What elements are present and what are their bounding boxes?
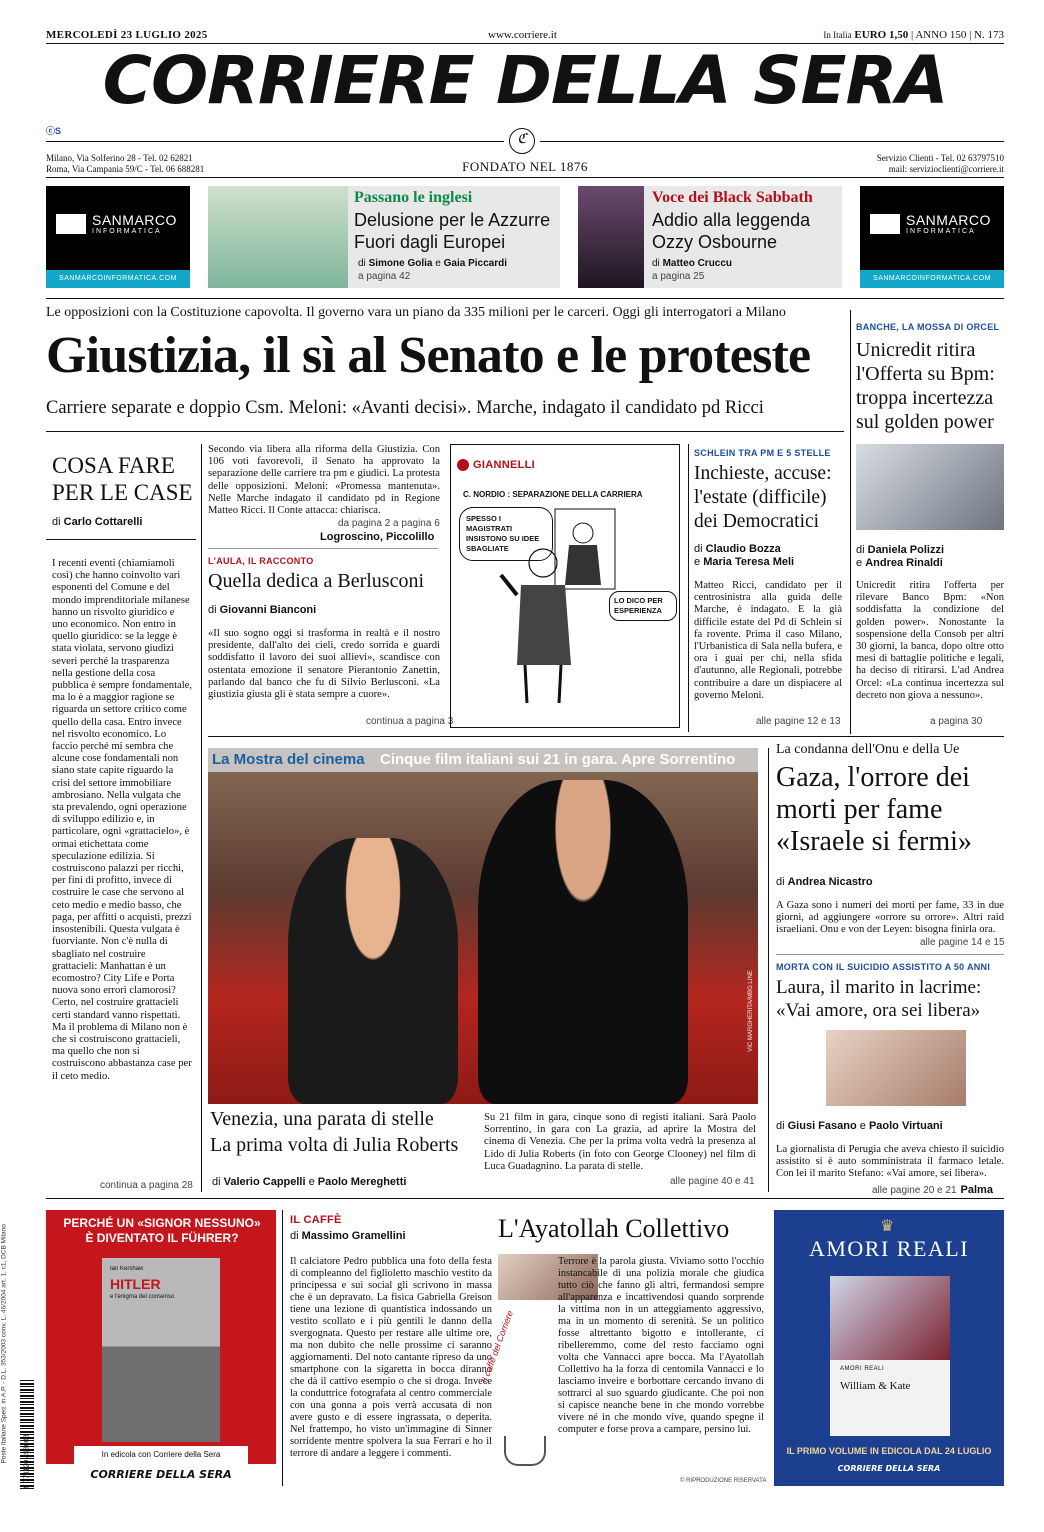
ad-amori-reali[interactable]: [774, 1210, 1004, 1486]
lead-authors: Logroscino, Piccolillo: [320, 531, 435, 543]
cartoon-bubble-2: LO DICO PER ESPERIENZA: [609, 591, 677, 621]
address-right: [877, 153, 1004, 175]
sport-headline-2: Fuori dagli Europei: [354, 232, 506, 252]
editorial-continue: continua a pagina 28: [100, 1180, 193, 1191]
header-date: MERCOLEDÌ 23 LUGLIO 2025: [46, 29, 208, 41]
sanmarco-logo-icon: [870, 214, 900, 234]
header-price-block: In Italia EURO 1,50 | ANNO 150 | N. 173: [823, 29, 1004, 41]
hitler-question: PERCHÉ UN «SIGNOR NESSUNO» È DIVENTATO IL FÜHRER?: [63, 1216, 261, 1245]
masthead-mark: ⓒS: [46, 126, 62, 136]
sport-headline-1: Delusione per le Azzurre: [354, 210, 551, 230]
gaza-byline: di Andrea Nicastro: [776, 876, 873, 888]
amori-book-label: AMORI REALI: [840, 1366, 885, 1372]
cartoon-drawing: [451, 445, 679, 727]
teaser-music[interactable]: [578, 186, 842, 288]
venezia-kicker-2: Cinque film italiani sui 21 in gara. Apre Sorrentino: [380, 751, 736, 768]
racconto-body: «Il suo sogno oggi si trasforma in realtà e il nostro presidente, dall'alto dei cieli, credo sorrida e guardi soddisfatto il lavoro dei suoi allievi», scandisce con ostentata emozione il senatore Pierantonio Zanettin, parlando dal banco che fu di Silvio Berlusconi. «La giustizia giusta gli è stata sempre a cuore».: [208, 628, 440, 701]
man-figure: [478, 780, 688, 1104]
caffe-byline: di Massimo Gramellini: [290, 1230, 406, 1242]
amori-book-title: William & Kate: [840, 1380, 911, 1392]
caffe-copyright: © RIPRODUZIONE RISERVATA: [680, 1478, 767, 1484]
venezia-byline: di Valerio Cappelli e Paolo Mereghetti: [212, 1176, 407, 1188]
address-left-2: Roma, Via Campania 59/C - Tel. 06 688281: [46, 164, 205, 174]
cup-text: Il caffè del Corriere: [479, 1309, 515, 1385]
numero: N. 173: [974, 29, 1004, 41]
ad-url: SANMARCOINFORMATICA.COM: [860, 270, 1004, 288]
unicredit-headline[interactable]: Unicredit ritira l'Offerta su Bpm: troppa incertezza sul golden power: [856, 339, 995, 433]
unicredit-kicker: BANCHE, LA MOSSA DI ORCEL: [856, 322, 1000, 332]
music-headline-1: Addio alla leggenda: [652, 210, 811, 230]
editorial-byline: di Carlo Cottarelli: [52, 516, 143, 528]
pd-pages: alle pagine 12 e 13: [756, 716, 841, 727]
gaza-pages: alle pagine 14 e 15: [920, 937, 1005, 948]
cartoon-caption: C. NORDIO : SEPARAZIONE DELLA CARRIERA: [463, 490, 643, 499]
gaza-headline[interactable]: Gaza, l'orrore dei morti per fame «Israele si fermi»: [776, 762, 972, 857]
music-page: a pagina 25: [652, 271, 705, 282]
sport-photo: [208, 186, 348, 288]
pd-kicker: SCHLEIN TRA PM E 5 STELLE: [694, 448, 831, 458]
venezia-body: Su 21 film in gara, cinque sono di registi italiani. Sarà Paolo Sorrentino, in gara con La grazia, ad aprire la Mostra del cinema di Venezia. Che per la prima volta vedrà la presenza al Lido di Julia Roberts (in foto con George Clooney) nel film di Luca Guadagnino. La parata di stelle.: [484, 1112, 756, 1172]
music-photo: [578, 186, 644, 288]
venezia-pages: alle pagine 40 e 41: [670, 1176, 755, 1187]
racconto-kicker: L'AULA, IL RACCONTO: [208, 556, 314, 566]
address-right-1: Servizio Clienti - Tel. 02 63797510: [876, 153, 1004, 163]
hitler-book-author: Ian Kershaw: [110, 1266, 144, 1272]
woman-figure: [288, 838, 458, 1104]
venezia-kicker: La Mostra del cinema: [212, 751, 365, 768]
venezia-headline-1[interactable]: Venezia, una parata di stelle: [210, 1108, 434, 1130]
ad-brand: SANMARCO: [92, 212, 177, 228]
ad-sanmarco-right[interactable]: [860, 186, 1004, 288]
cartoon-box[interactable]: [450, 444, 680, 728]
ad-hitler[interactable]: [46, 1210, 276, 1486]
ad-brand-sub: INFORMATICA: [92, 228, 162, 235]
sport-kicker: Passano le inglesi: [354, 189, 473, 206]
ad-brand-sub: INFORMATICA: [906, 228, 976, 235]
amori-logo: CORRIERE DELLA SERA: [837, 1464, 941, 1473]
laura-body: La giornalista di Perugia che aveva chiesto il suicidio assistito si è auto somministrata il farmaco letale. Con lei il marito Stefano: «Vai amore, sei libera».: [776, 1144, 1004, 1180]
founded: FONDATO NEL 1876: [462, 159, 588, 174]
cartoon-bubble-1: SPESSO I MAGISTRATI INSISTONO SU IDEE SBAGLIATE: [459, 507, 553, 561]
racconto-byline: di Giovanni Bianconi: [208, 604, 317, 616]
pd-byline: di Claudio Bozza e Maria Teresa Meli: [694, 543, 795, 568]
amori-title: AMORI REALI: [808, 1236, 970, 1261]
editorial-headline[interactable]: COSA FARE PER LE CASE: [52, 453, 193, 505]
pd-body: Matteo Ricci, candidato per il centrosinistra alla guida delle Marche, è indagato. E la già difficile estate del Pd di Schlein si fa rovente. Prima il caso Milano, l'Urbanistica di Sala nella bufera, e ora i guai per chi, nella sfida d'autunno, alle Regionali, potrebbe contribuire a dare un dispiacere al governo Meloni.: [694, 580, 842, 701]
ad-sanmarco-left[interactable]: [46, 186, 190, 288]
amori-book: [830, 1276, 950, 1436]
editorial-body: I recenti eventi (chiamiamoli così) che hanno coinvolto vari esponenti del Comune e del mondo imprenditoriale milanese hanno un risvolto giuridico e uno economico. Non entro in quello giuridico: se la legge è stata violata, servono giudizi severi perché la trasparenza nella gestione della cosa pubblica è sempre fondamentale, ma lo è a maggior ragione se riguarda un settore critico come quello della casa. Entro invece nel risvolto economico. Lo faccio perché mi sembra che alcune cose fondamentali non siano state capite riguardo la crisi del settore immobiliare ambrosiano. Nella vulgata che sta prevalendo, ogni operazione di sviluppo edilizio e, in particolare, ogni «grattacielo», è ormai etichettata come speculazione edilizia. Si costruiscono palazzi per ricchi, per fini di profitto, invece di costruire le case che servono al ceto medio e medio basso, che paga, per affitti o acquisti, prezzi insostenibili. Questa vulgata è fuorviante. Non c'è nulla di sbagliato nel costruire grattacieli: Manhattan è un ecomostro? City Life e Porta nuova sono errori clamorosi? Certo, nel costruire grattacieli certi standard vanno rispettati. Ma il problema di Milano non è che si costruiscono grattacieli, ma quello che non si costruiscono abbastanza case per il ceto medio.: [52, 558, 192, 1082]
hitler-logo: CORRIERE DELLA SERA: [46, 1464, 276, 1486]
music-byline: di Matteo Cruccu: [652, 258, 733, 269]
pd-headline[interactable]: Inchieste, accuse: l'estate (difficile) dei Democratici: [694, 463, 832, 532]
laura-kicker: MORTA CON IL SUICIDIO ASSISTITO A 50 ANNI: [776, 962, 991, 972]
price-prefix: In Italia: [823, 30, 852, 40]
hitler-edicola: In edicola con Corriere della Sera: [74, 1446, 248, 1464]
music-headline-2: Ozzy Osbourne: [652, 232, 778, 252]
unicredit-page: a pagina 30: [930, 716, 983, 727]
address-right-2: mail: servizioclienti@corriere.it: [888, 164, 1004, 174]
gaza-overline: La condanna dell'Onu e della Ue: [776, 742, 960, 757]
hitler-book-title: HITLER: [110, 1276, 161, 1292]
header-website[interactable]: www.corriere.it: [488, 29, 557, 41]
sanmarco-logo-icon: [56, 214, 86, 234]
caffe-kicker: IL CAFFÈ: [290, 1214, 342, 1226]
anno: ANNO 150: [915, 29, 967, 41]
hitler-book-subtitle: e l'enigma del consenso: [110, 1294, 175, 1300]
music-kicker: Voce dei Black Sabbath: [652, 189, 813, 206]
amori-banner: IL PRIMO VOLUME IN EDICOLA DAL 24 LUGLIO: [786, 1446, 992, 1456]
unicredit-photo: [856, 444, 1004, 530]
venezia-photo[interactable]: [208, 748, 758, 1104]
laura-photo: [826, 1030, 966, 1106]
laura-headline[interactable]: Laura, il marito in lacrime: «Vai amore, ora sei libera»: [776, 977, 982, 1021]
amori-book-photo: [830, 1276, 950, 1360]
racconto-continue: continua a pagina 3: [366, 716, 454, 727]
side-text: Poste Italiane Sped. in A.P. - D.L. 353/2003 conv. L. 46/2004 art. 1, c1, DCB Milano: [0, 1224, 8, 1464]
sport-page: a pagina 42: [358, 271, 411, 282]
price: EURO 1,50: [854, 29, 909, 41]
sport-byline: di Simone Golia e Gaia Piccardi: [358, 258, 507, 269]
coffee-cup-icon: [479, 1309, 552, 1476]
masthead[interactable]: CORRIERE DELLA SERA: [102, 42, 948, 119]
unicredit-body: Unicredit ritira l'offerta per rilevare Banco Bpm: «Non soddisfatta la condizione del golden power». Nonostante la sospensione della Consob per altri 30 giorni, la banca, dopo oltre otto mesi di battaglie politiche e legali, ha deciso di ritirarsi. L'ad Andrea Orcel: «La continua incertezza sul decreto non giova a nessuno».: [856, 580, 1004, 701]
barcode-number: 9 771120 498008: [23, 1434, 31, 1489]
cartoon-label: GIANNELLI: [473, 459, 535, 471]
unicredit-byline: di Daniela Polizzi e Andrea Rinaldi: [856, 544, 945, 569]
lead-overline: Le opposizioni con la Costituzione capovolta. Il governo vara un piano da 335 milioni per le carceri. Oggi gli interrogatori a Milano: [46, 305, 786, 320]
caffe-body-1: Il calciatore Pedro pubblica una foto della festa di compleanno del figlioletto maschio vestito da principessa e sui social gli scrivono in massa che è un depravato. La fisica Gabriella Greison tiene una lezione di quantistica indossando un vestito scollato e i più gentili le danno della svergognata. Questo per restare alle ultime ore, ma non dubito che nelle prossime ci saranno aggiornamenti. Del noto cantante ripreso da uno smartphone con la sigaretta in bocca diranno che dà il cattivo esempio o che si droga. Invece la conduttrice fotografata al centro commerciale con una gonna a pois verrà accusata di non avere gusto e di essere ingrassata, o deperita. Nel frattempo, ho visto un'immagine di Sinner sorridente mentre spolvera la sua Ferrari e ho il terrore di andare a leggere i commenti.: [290, 1256, 492, 1459]
caffe-headline[interactable]: L'Ayatollah Collettivo: [498, 1214, 730, 1243]
cs-logo-icon: ℭ: [509, 128, 535, 154]
address-left-1: Milano, Via Solferino 28 - Tel. 02 62821: [46, 153, 193, 163]
ad-url: SANMARCOINFORMATICA.COM: [46, 270, 190, 288]
laura-footer: alle pagine 20 e 21 Palma: [872, 1184, 993, 1196]
teaser-sport[interactable]: [208, 186, 560, 288]
ad-brand: SANMARCO: [906, 212, 991, 228]
lead-body: Secondo via libera alla riforma della Giustizia. Con 106 voti favorevoli, il Senato ha approvato la separazione delle carriere tra pm e giudici. La protesta delle opposizioni. Meloni: «Promessa mantenuta». Nelle Marche indagato il candidato pd in Regione Matteo Ricci. Il Conte attacca: chiarisca.: [208, 444, 440, 517]
venezia-credit: VIC MARGHERITA/MBG LINE: [748, 970, 755, 1052]
crown-icon: ♛: [880, 1218, 895, 1235]
racconto-headline[interactable]: Quella dedica a Berlusconi: [208, 570, 425, 592]
address-left: [46, 153, 204, 175]
caffe-body-2: Terrore è la parola giusta. Viviamo sotto l'occhio instancabile di una polizia morale che giudica tutto ciò che fanno gli altri, fermandosi sempre all'apparenza e incattivendosi quando sorprende la vittima non in un atteggiamento aggressivo, ma in un momento di serenità. Se un politico fosse altrettanto bigotto e intollerante, ci ribelleremmo, come del resto facciamo ogni volta che Vannacci apre bocca. Ma l'Ayatollah Collettivo ha la forza di centomila Vannacci e lo lasciamo inveire e borbottare cercando invano di sottrarci al suo sguardo giudicante. Che poi non si capisce neanche bene in che mondo vorrebbe vivere né in che mondo vive, quando spegne il computer e forse prova a campare, persino lui.: [558, 1256, 764, 1435]
gaza-body: A Gaza sono i numeri dei morti per fame, 33 in due giorni, ad aggiungere «orrore su orrore». Altri raid israeliani. Onu e von der Leyen: bisogna finirla ora.: [776, 900, 1004, 936]
lead-subhead: Carriere separate e doppio Csm. Meloni: «Avanti decisi». Marche, indagato il candidato pd Ricci: [46, 398, 764, 418]
venezia-headline-2[interactable]: La prima volta di Julia Roberts: [210, 1134, 459, 1156]
laura-byline: di Giusi Fasano e Paolo Virtuani: [776, 1120, 943, 1132]
lead-pages: da pagina 2 a pagina 6: [338, 518, 440, 529]
hitler-book: [102, 1258, 220, 1442]
lead-headline[interactable]: Giustizia, il sì al Senato e le proteste: [46, 327, 811, 384]
